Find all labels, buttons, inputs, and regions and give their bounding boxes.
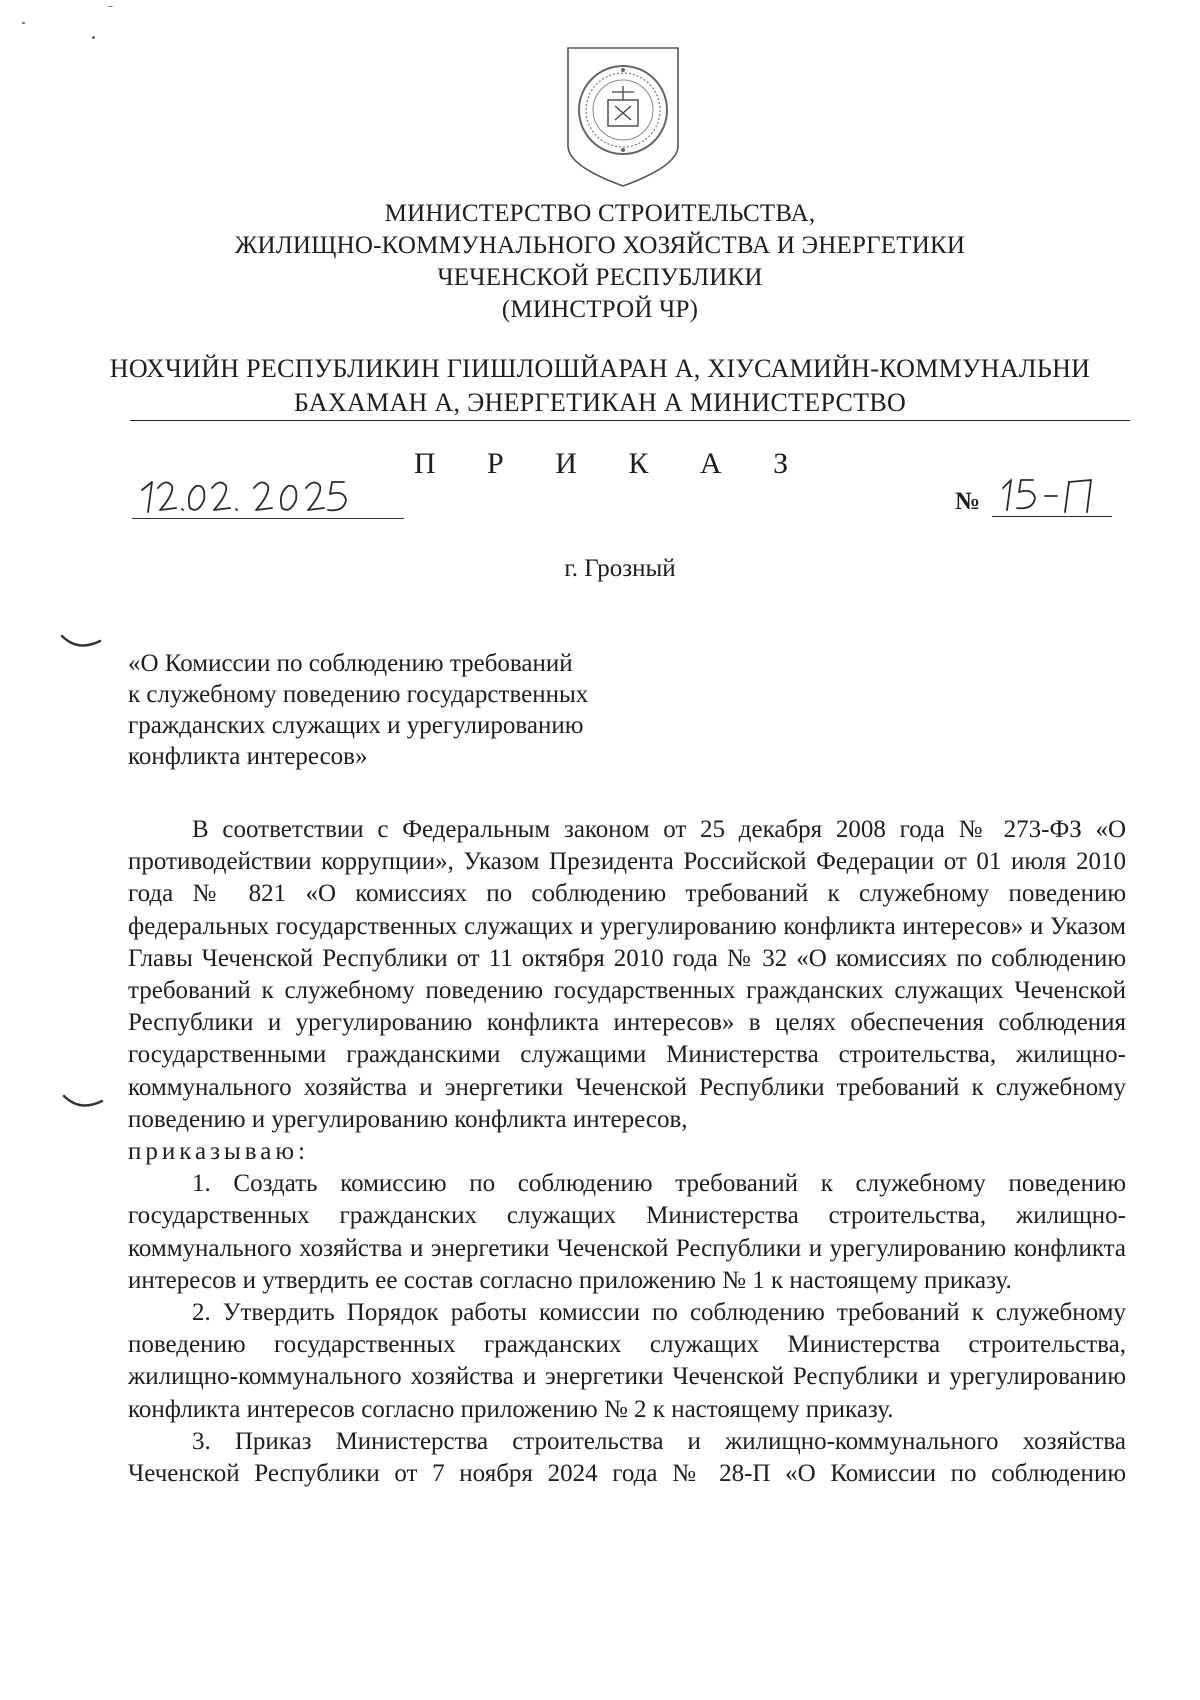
order-subject [128, 648, 728, 772]
header-divider [130, 420, 1130, 421]
number-label: № [955, 488, 981, 515]
scan-speck [108, 6, 113, 7]
margin-punch-mark [62, 1092, 104, 1112]
margin-punch-mark [60, 632, 102, 652]
preamble-paragraph: В соответствии с Федеральным законом от 25 декабря 2008 года № 273-ФЗ «О противодействии коррупции», Указом Президента Российской Федерации от 01 июля 2010 года № 821 «О комиссиях по соблюдению требований к служебному поведению федеральных государственных служащих и урегулированию конфликта интересов» и Указом Главы Чеченской Республики от 11 октября 2010 года № 32 «О комиссиях по соблюдению требований к служебному поведению государственных гражданских служащих Чеченской Республики и урегулированию конфликта интересов» в целях обеспечения соблюдения государственными гражданскими служащими Министерства строительства, жилищно-коммунального хозяйства и энергетики Чеченской Республики требований к служебному поведению и урегулированию конфликта интересов, [128, 816, 1126, 1133]
ministry-name-line: МИНИСТЕРСТВО СТРОИТЕЛЬСТВА, [384, 200, 816, 227]
order-number-field [955, 474, 1115, 518]
ministry-name-russian [0, 198, 1200, 326]
handwritten-date [132, 474, 404, 518]
scan-speck [22, 22, 25, 24]
subject-line: «О Комиссии по соблюдению требований [128, 650, 573, 677]
ministry-name-chechen [0, 352, 1200, 420]
subject-line: конфликта интересов» [128, 743, 368, 770]
order-item: 3. Приказ Министерства строительства и жилищно-коммунального хозяйства Чеченской Республики от 7 ноября 2024 года № 28-П «О Комиссии по соблюдению [128, 1427, 1126, 1488]
ministry-name-line: БАХАМАН А, ЭНЕРГЕТИКАН А МИНИСТЕРСТВО [293, 388, 907, 417]
order-body [128, 814, 1126, 1490]
subject-line: гражданских служащих и урегулированию [128, 712, 584, 739]
city-label: г. Грозный [564, 555, 676, 582]
order-item: 1. Создать комиссию по соблюдению требований к служебному поведению государственных гражданских служащих Министерства строительства, жилищно-коммунального хозяйства и энергетики Чеченской Республики и урегулированию конфликта интересов и утвердить ее состав согласно приложению № 1 к настоящему приказу. [128, 1170, 1126, 1294]
coat-of-arms-emblem [560, 42, 686, 190]
scan-speck [92, 36, 95, 39]
order-word: приказываю: [128, 1138, 309, 1166]
handwritten-number [995, 474, 1105, 518]
order-title: П Р И К А З [413, 447, 811, 480]
subject-line: к служебному поведению государственных [128, 681, 589, 708]
order-item: 2. Утвердить Порядок работы комиссии по соблюдению требований к служебному поведению государственных гражданских служащих Министерства строительства, жилищно-коммунального хозяйства и энергетики Чеченской Республики и урегулированию конфликта интересов согласно приложению № 2 к настоящему приказу. [128, 1299, 1126, 1423]
ministry-name-line: НОХЧИЙН РЕСПУБЛИКИН ГIИШЛОШЙАРАН А, ХIУСАМИЙН-КОММУНАЛЬНИ [109, 354, 1091, 383]
ministry-name-line: ЖИЛИЩНО-КОММУНАЛЬНОГО ХОЗЯЙСТВА И ЭНЕРГЕТИКИ [234, 232, 966, 259]
ministry-name-line: ЧЕЧЕНСКОЙ РЕСПУБЛИКИ [437, 264, 763, 291]
ministry-abbreviation: (МИНСТРОЙ ЧР) [501, 296, 699, 323]
order-date-field [132, 474, 404, 519]
